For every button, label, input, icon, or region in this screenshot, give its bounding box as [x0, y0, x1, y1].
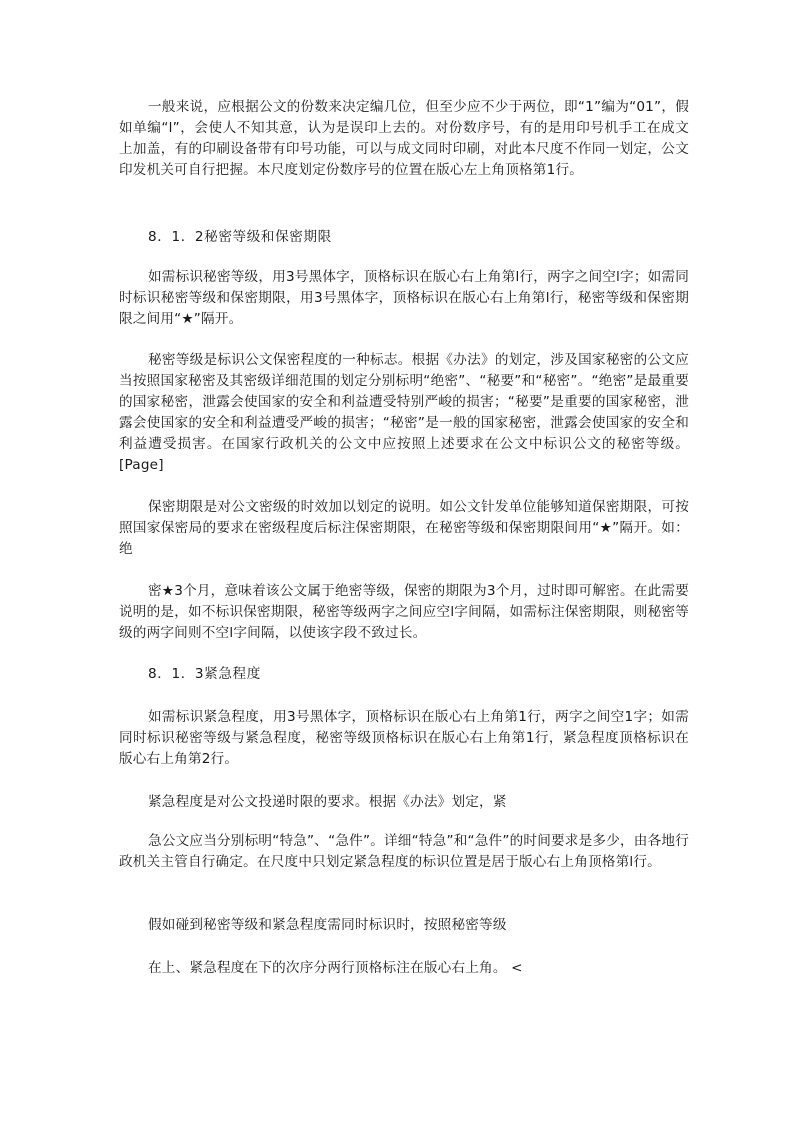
- section-heading-8-1-3: 8．1．3紧急程度: [148, 666, 261, 682]
- paragraph-secrecy-period: 保密期限是对公文密级的时效加以划定的说明。如公文针发单位能够知道保密期限，可按照国家保密局的要求在密级程度后标注保密期限，在秘密等级和保密期限间用“★”隔开。如：绝: [119, 499, 689, 557]
- paragraph-urgent-documents: 急公文应当分别标明“特急”、“急件”。详细“特急”和“急件”的时间要求是多少，由各地行政机关主管自行确定。在尺度中只划定紧急程度的标识位置是居于版心右上角顶格第l行。: [119, 833, 689, 870]
- paragraph-urgency-marking: 如需标识紧急程度，用3号黑体字，顶格标识在版心右上角第1行，两字之间空1字；如需同时标识秘密等级与紧急程度，秘密等级顶格标识在版心右上角第1行，紧急程度顶格标识在版心右上角第2行。: [119, 709, 689, 767]
- paragraph-serial-number: 一般来说，应根据公文的份数来决定编几位，但至少应不少于两位，即“1”编为“01”，假如单编“l”，会使人不知其意，认为是误印上去的。对份数序号，有的是用印号机手工在成文上加盖，有的印刷设备带有印号功能，可以与成文同时印刷，对此本尺度不作同一划定，公文印发机关可自行把握。本尺度划定份数序号的位置在版心左上角顶格第1行。: [119, 99, 689, 178]
- paragraph-secret-level-marking: 如需标识秘密等级，用3号黑体字，顶格标识在版心右上角第l行，两字之间空l字；如需同时标识秘密等级和保密期限，用3号黑体字，顶格标识在版心右上角第l行，秘密等级和保密期限之间用“★”隔开。: [119, 269, 689, 327]
- paragraph-combined-marking: 假如碰到秘密等级和紧急程度需同时标识时，按照秘密等级: [148, 917, 507, 933]
- paragraph-combined-marking-order: 在上、紧急程度在下的次序分两行顶格标注在版心右上角。 <: [148, 960, 523, 976]
- paragraph-secret-level-definition: 秘密等级是标识公文保密程度的一种标志。根据《办法》的划定，涉及国家秘密的公文应当按照国家秘密及其密级详细范围的划定分别标明“绝密”、“秘要”和“秘密”。“绝密”是最重要的国家秘密，泄露会使国家的安全和利益遭受特别严峻的损害；“秘要”是重要的国家秘密，泄露会使国家的安全和利益遭受严峻的损害；“秘密”是一般的国家秘密，泄露会使国家的安全和利益遭受损害。在国家行政机关的公文中应按照上述要求在公文中标识公文的秘密等级。[Page]: [119, 352, 689, 473]
- section-heading-8-1-2: 8．1．2秘密等级和保密期限: [148, 229, 332, 245]
- paragraph-secrecy-period-example: 密★3个月，意味着该公文属于绝密等级，保密的期限为3个月，过时即可解密。在此需要说明的是，如不标识保密期限，秘密等级两字之间应空l字间隔，如需标注保密期限，则秘密等级的两字间则不空l字间隔，以使该字段不致过长。: [119, 583, 689, 641]
- paragraph-urgency-definition: 紧急程度是对公文投递时限的要求。根据《办法》划定，紧: [148, 794, 507, 810]
